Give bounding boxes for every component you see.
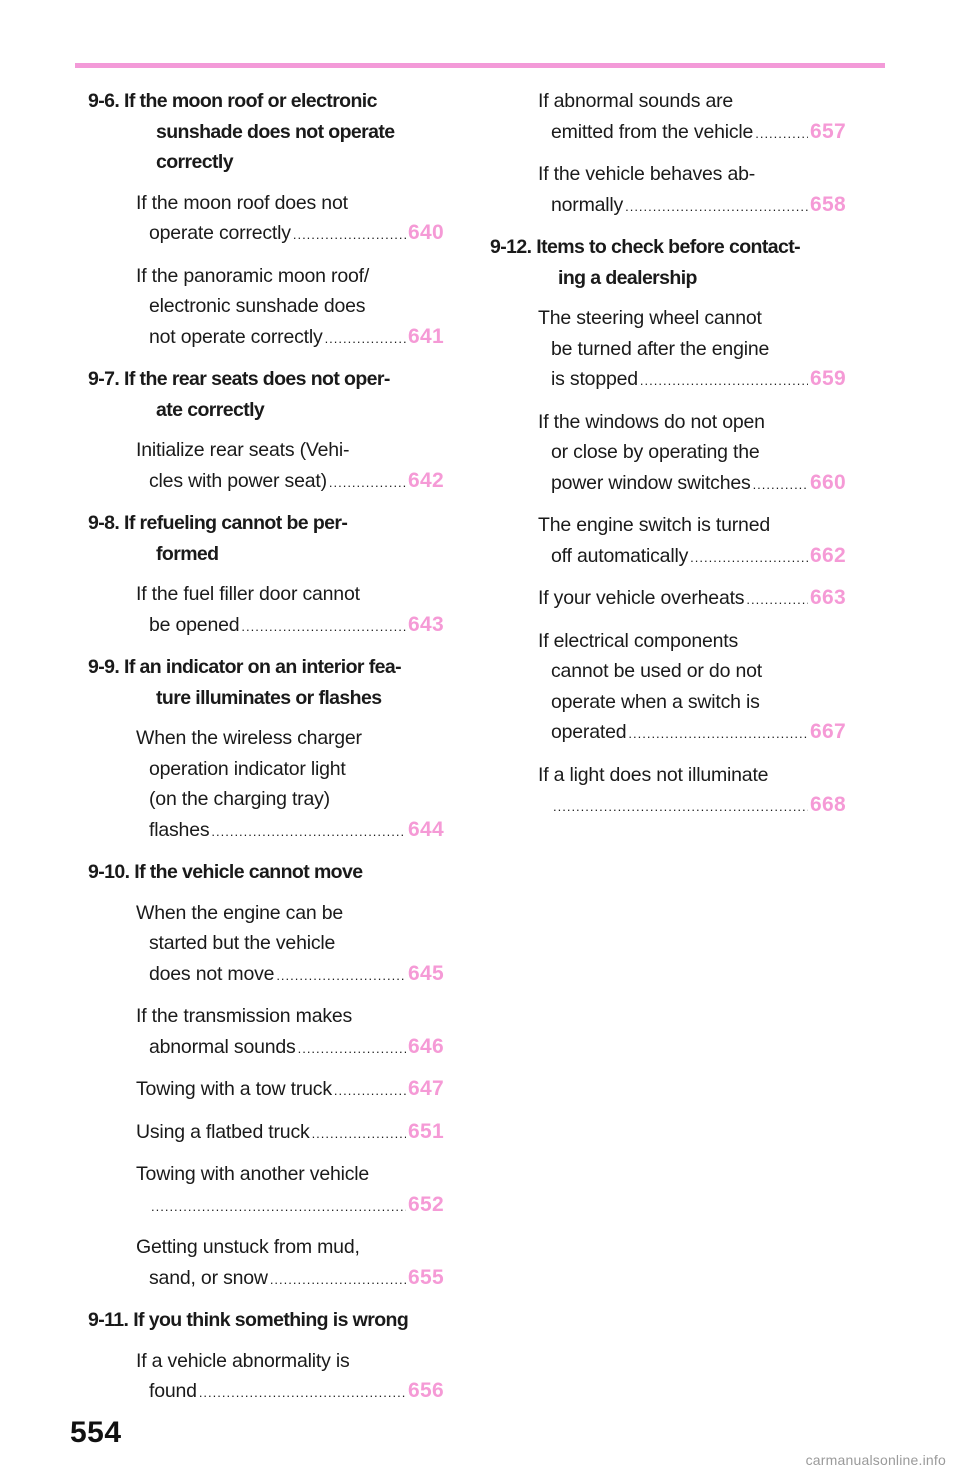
section-heading: 9-8. If refueling cannot be per- formed — [88, 512, 348, 565]
dot-leader — [625, 192, 808, 223]
dot-leader — [293, 220, 406, 251]
entry-leader-line — [538, 117, 846, 150]
dot-leader — [329, 468, 406, 499]
page-reference[interactable]: 659 — [810, 367, 846, 390]
entry-line: If electrical components — [538, 629, 739, 652]
page-reference[interactable]: 647 — [408, 1077, 444, 1100]
entry-line: When the wireless charger — [136, 727, 362, 749]
entry-line: operate when a switch is — [551, 690, 760, 713]
entry-last-text: flashes — [149, 818, 210, 841]
entry-line: If the windows do not open — [538, 410, 765, 433]
page-reference[interactable]: 641 — [408, 324, 444, 348]
entry-leader-line — [538, 790, 846, 823]
entry-leader-line — [136, 1376, 444, 1409]
entry-leader-line — [538, 717, 846, 750]
entry-line: be turned after the engine — [551, 337, 770, 360]
entry-leader-line — [538, 190, 846, 223]
entry-leader-line — [136, 218, 444, 251]
page-reference[interactable]: 656 — [408, 1379, 444, 1402]
page-reference[interactable]: 643 — [408, 612, 444, 636]
entry-last-text: If your vehicle overheats — [538, 587, 745, 609]
toc-entry[interactable] — [538, 626, 846, 750]
entry-last-text: operated — [551, 721, 627, 743]
entry-last-text: Using a flatbed truck — [136, 1120, 310, 1143]
entry-line: If the vehicle behaves ab- — [538, 163, 756, 185]
entry-last-text: cles with power seat) — [149, 469, 327, 492]
page-reference[interactable]: 655 — [408, 1265, 444, 1289]
toc-entry[interactable] — [538, 303, 846, 397]
dot-leader — [151, 1192, 406, 1223]
entry-line: If the moon roof does not — [136, 191, 348, 214]
dot-leader — [241, 612, 406, 643]
entry-leader-line — [136, 610, 444, 643]
dot-leader — [628, 719, 808, 750]
entry-last-text: is stopped — [551, 368, 638, 390]
toc-entry[interactable] — [538, 159, 846, 222]
entry-line: or close by operating the — [551, 441, 760, 463]
header-rule — [75, 63, 885, 68]
entry-leader-line — [136, 959, 444, 992]
section-heading: 9-7. If the rear seats does not oper- ate correctly — [88, 368, 390, 421]
section-heading: 9-11. If you think something is wrong — [88, 1309, 409, 1331]
entry-last-text: power window switches — [551, 471, 751, 494]
toc-entry[interactable] — [136, 1001, 444, 1064]
entry-last-text: found — [149, 1380, 197, 1402]
entry-last-text: sand, or snow — [149, 1266, 268, 1289]
entry-last-text: Towing with a tow truck — [136, 1078, 332, 1100]
entry-leader-line — [136, 1190, 444, 1223]
entry-leader-line — [136, 322, 444, 355]
toc-entry[interactable] — [136, 188, 444, 251]
page-reference[interactable]: 658 — [810, 192, 846, 216]
page-reference[interactable]: 646 — [408, 1034, 444, 1058]
dot-leader — [270, 1265, 406, 1296]
toc-entry[interactable] — [538, 510, 846, 573]
page-reference[interactable]: 652 — [408, 1192, 444, 1216]
watermark: carmanualsonline.info — [805, 1452, 946, 1468]
toc-entry[interactable] — [538, 86, 846, 149]
section-heading: 9-12. Items to check before contact- ing a dealership — [490, 236, 801, 289]
dot-leader — [298, 1034, 406, 1065]
dot-leader — [755, 119, 808, 150]
entry-line: When the engine can be — [136, 901, 344, 924]
entry-leader-line — [538, 583, 846, 616]
page-reference[interactable]: 645 — [408, 961, 444, 985]
entry-line: (on the charging tray) — [149, 788, 330, 810]
toc-entry[interactable] — [136, 1232, 444, 1295]
dot-leader — [640, 366, 808, 397]
entry-last-text: off automatically — [551, 544, 689, 567]
entry-line: Getting unstuck from mud, — [136, 1236, 360, 1258]
dot-leader — [325, 324, 406, 355]
page-reference[interactable]: 642 — [408, 468, 444, 492]
page-reference[interactable]: 662 — [810, 543, 846, 567]
entry-last-text: does not move — [149, 962, 275, 985]
page-reference[interactable]: 651 — [408, 1119, 444, 1143]
entry-last-text: be opened — [149, 613, 240, 636]
entry-line: If the panoramic moon roof/ — [136, 264, 370, 287]
dot-leader — [334, 1076, 406, 1107]
page-reference[interactable]: 667 — [810, 720, 846, 743]
entry-line: The steering wheel cannot — [538, 307, 762, 329]
dot-leader — [690, 543, 808, 574]
dot-leader — [746, 585, 808, 616]
entry-line: Initialize rear seats (Vehi- — [136, 439, 350, 461]
page-reference[interactable]: 663 — [810, 586, 846, 609]
toc-entry[interactable] — [136, 579, 444, 642]
entry-leader-line — [136, 1117, 444, 1150]
dot-leader — [276, 961, 406, 992]
dot-leader — [211, 817, 406, 848]
entry-line: If a vehicle abnormality is — [136, 1349, 350, 1372]
entry-last-text: emitted from the vehicle — [551, 120, 754, 143]
entry-line: Towing with another vehicle — [136, 1163, 370, 1185]
entry-last-text: operate correctly — [149, 222, 291, 244]
entry-leader-line — [136, 1032, 444, 1065]
entry-leader-line — [136, 1074, 444, 1107]
entry-leader-line — [136, 1263, 444, 1296]
entry-leader-line — [538, 541, 846, 574]
toc-entry[interactable] — [136, 261, 444, 355]
page-reference[interactable]: 640 — [408, 221, 444, 244]
toc-entry[interactable] — [136, 1346, 444, 1409]
entry-line: If the transmission makes — [136, 1005, 353, 1027]
toc-entry[interactable] — [136, 723, 444, 847]
entry-leader-line — [538, 468, 846, 501]
toc-right-column — [490, 86, 846, 833]
dot-leader — [199, 1378, 406, 1409]
entry-line: If a light does not illuminate — [538, 763, 769, 786]
toc-left-column — [88, 86, 444, 1419]
section-heading: 9-9. If an indicator on an interior fea- ture illuminates or flashes — [88, 656, 401, 709]
entry-line: electronic sunshade does — [149, 295, 366, 317]
entry-leader-line — [538, 364, 846, 397]
entry-line: started but the vehicle — [149, 932, 336, 954]
toc-entry[interactable] — [136, 898, 444, 992]
section-heading: 9-6. If the moon roof or electronic sunshade does not operate correctly — [88, 90, 395, 173]
entry-leader-line — [136, 815, 444, 848]
entry-last-text: not operate correctly — [149, 325, 323, 348]
toc-entry[interactable] — [136, 1117, 444, 1150]
page-reference[interactable]: 644 — [408, 817, 444, 841]
entry-line: The engine switch is turned — [538, 514, 770, 536]
toc-entry[interactable] — [538, 407, 846, 501]
page-reference[interactable]: 660 — [810, 470, 846, 494]
toc-entry[interactable] — [136, 1074, 444, 1107]
entry-line: If the fuel filler door cannot — [136, 583, 360, 605]
entry-line: cannot be used or do not — [551, 660, 762, 682]
entry-leader-line — [136, 466, 444, 499]
toc-entry[interactable] — [538, 583, 846, 616]
entry-last-text: abnormal sounds — [149, 1035, 296, 1058]
page-number: 554 — [70, 1416, 122, 1449]
entry-line: operation indicator light — [149, 757, 346, 780]
dot-leader — [753, 470, 808, 501]
entry-last-text: normally — [551, 193, 624, 216]
dot-leader — [312, 1119, 406, 1150]
section-heading: 9-10. If the vehicle cannot move — [88, 861, 363, 883]
toc-entry[interactable] — [136, 1159, 444, 1222]
toc-entry[interactable] — [538, 760, 846, 823]
page-reference[interactable]: 657 — [810, 119, 846, 143]
toc-entry[interactable] — [136, 435, 444, 498]
entry-line: If abnormal sounds are — [538, 90, 734, 112]
page-reference[interactable]: 668 — [810, 793, 846, 816]
dot-leader — [553, 792, 808, 823]
